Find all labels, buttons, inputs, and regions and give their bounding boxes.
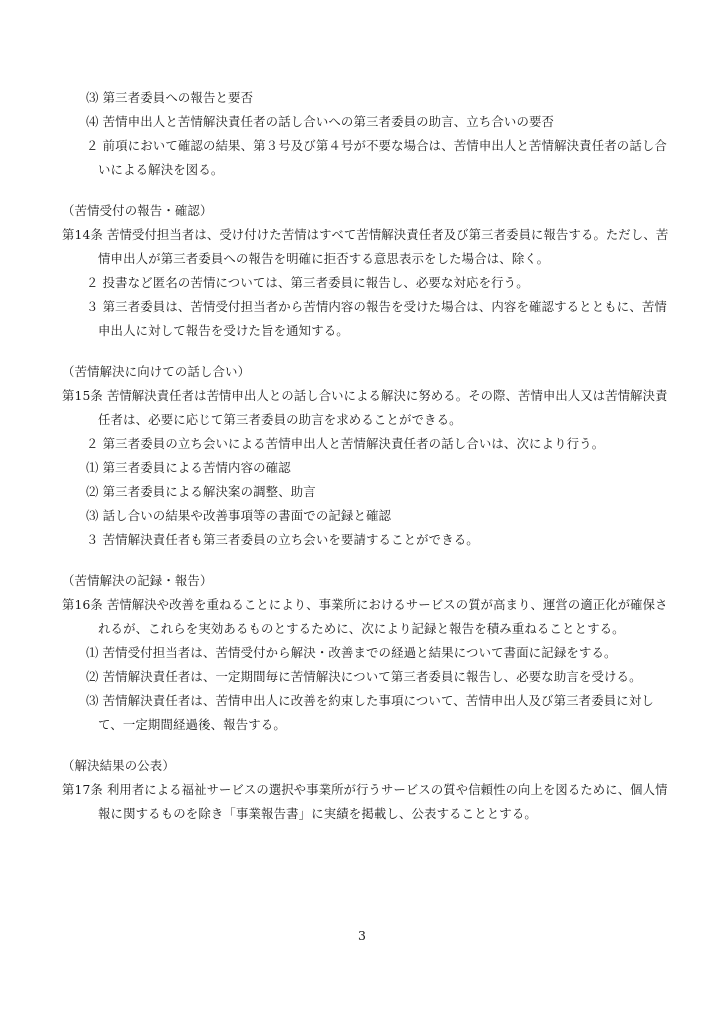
section-heading-15: （苦情解決に向けての話し合い） [62,364,251,379]
paragraph-2: ２ 前項において確認の結果、第３号及び第４号が不要な場合は、苦情申出人と苦情解決責任者の話し合 [86,138,667,153]
article-16-cont: れるが、これらを実効あるものとするために、次により記録と報告を積み重ねることとする。 [98,621,625,636]
article-16: 第16条 苦情解決や改善を重ねることにより、事業所におけるサービスの質が高まり、運営の適正化が確保さ [62,597,668,612]
article-17: 第17条 利用者による福祉サービスの選択や事業所が行うサービスの質や信頼性の向上を図るために、個人情 [62,782,668,797]
article-15-cont: 任者は、必要に応じて第三者委員の助言を求めることができる。 [98,412,462,427]
article-14-cont: 情申出人が第三者委員への報告を明確に拒否する意思表示をした場合は、除く。 [98,251,550,266]
article-14-para-3-cont: 申出人に対して報告を受けた旨を通知する。 [98,323,349,338]
section-heading-16: （苦情解決の記録・報告） [62,573,213,588]
page-number: 3 [358,928,366,943]
article-16-item-2: ⑵ 苦情解決責任者は、一定期間毎に苦情解決について第三者委員に報告し、必要な助言を受ける。 [86,669,642,684]
article-15-item-2: ⑵ 第三者委員による解決案の調整、助言 [86,484,316,499]
article-14: 第14条 苦情受付担当者は、受け付けた苦情はすべて苦情解決責任者及び第三者委員に報告する。ただし、苦 [62,227,669,242]
list-item-3: ⑶ 第三者委員への報告と要否 [86,90,254,105]
paragraph-2-cont: いによる解決を図る。 [98,162,224,177]
article-15: 第15条 苦情解決責任者は苦情申出人との話し合いによる解決に努める。その際、苦情申出人又は苦情解決責 [62,388,668,403]
article-14-para-3: ３ 第三者委員は、苦情受付担当者から苦情内容の報告を受けた場合は、内容を確認するとともに、苦情 [86,299,667,314]
article-16-item-3-cont: て、一定期間経過後、報告する。 [98,717,286,732]
article-14-para-2: ２ 投書など匿名の苦情については、第三者委員に報告し、必要な対応を行う。 [86,275,529,290]
article-15-para-2: ２ 第三者委員の立ち会いによる苦情申出人と苦情解決責任者の話し合いは、次により行う。 [86,436,605,451]
article-15-para-3: ３ 苦情解決責任者も第三者委員の立ち会いを要請することができる。 [86,532,479,547]
article-15-item-3: ⑶ 話し合いの結果や改善事項等の書面での記録と確認 [86,508,392,523]
article-17-cont: 報に関するものを除き「事業報告書」に実績を掲載し、公表することとする。 [98,806,537,821]
list-item-4: ⑷ 苦情申出人と苦情解決責任者の話し合いへの第三者委員の助言、立ち合いの要否 [86,114,555,129]
article-16-item-3: ⑶ 苦情解決責任者は、苦情申出人に改善を約束した事項について、苦情申出人及び第三者委員に対し [86,693,654,708]
section-heading-17: （解決結果の公表） [62,758,175,773]
article-16-item-1: ⑴ 苦情受付担当者は、苦情受付から解決・改善までの経過と結果について書面に記録をする。 [86,645,617,660]
section-heading-14: （苦情受付の報告・確認） [62,203,213,218]
article-15-item-1: ⑴ 第三者委員による苦情内容の確認 [86,460,291,475]
